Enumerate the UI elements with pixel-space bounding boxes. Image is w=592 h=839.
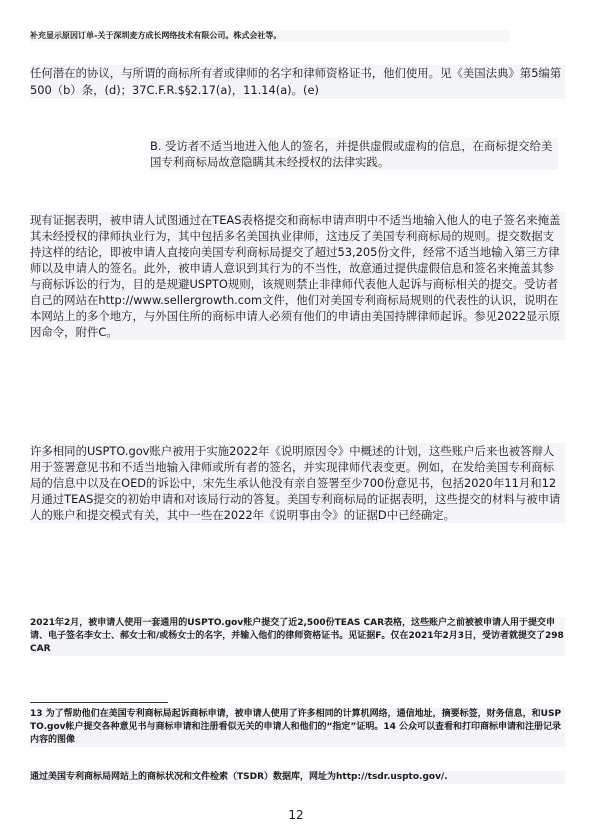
paragraph-accounts: 许多相同的USPTO.gov账户被用于实施2022年《说明原因令》中概述的计划，这些账户后来也被答辩人用于签署意见书和不适当地输入律师或所有者的签名，并实现律师代表变更。例如，在发给美国专利商标局的信息中以及在OED的诉讼中，宋先生承认他没有亲自签署至少700份意见书，包括2020年11月和12月通过TEAS提交的初始申请和对该局行动的答复。美国专利商标局的证据表明，这些提交的材料与被申请人的账户和提交模式有关，其中一些在2022年《说明事由令》的证据D中已经确定。 <box>30 443 565 523</box>
paragraph-legal-citation: 任何潜在的协议，与所谓的商标所有者或律师的名字和律师资格证书，他们使用。见《美国法典》第5编第500（b）条，(d)；37C.F.R.$§2.17(a)，11.14(a)。(e) <box>30 65 565 99</box>
paragraph-teas-car: 2021年2月，被申请人使用一套通用的USPTO.gov账户提交了近2,500份TEAS CAR表格，这些账户之前被被申请人用于提交申请、电子签名李女士、郝女士和/或杨女士的名字，并输入他们的律师资格证书。见证据F。仅在2021年2月3日，受访者就提交了298 CAR <box>30 618 564 654</box>
page-number: 12 <box>288 808 304 822</box>
section-heading-b: B. 受访者不适当地进入他人的签名，并提供虚假或虚构的信息，在商标提交给美国专利商标局故意隐瞒其未经授权的法律实践。 <box>150 138 558 170</box>
page-header: 补充显示原因订单-关于深圳麦方成长网络技术有限公司。株式会社等。 <box>30 30 510 42</box>
paragraph-evidence: 现有证据表明，被申请人试图通过在TEAS表格提交和商标申请声明中不适当地输入他人的电子签名来掩盖其未经授权的律师执业行为，其中包括多名美国执业律师，这违反了美国专利商标局的规则。提交数据支持这样的结论，即被申请人直接向美国专利商标局提交了超过53,205份文件，经常不适当地输入第三方律师以及申请人的签名。此外，被申请人意识到其行为的不当性，故意通过提供虚假信息和签名来掩盖其参与商标诉讼的行为，目的是规避USPTO规则，该规则禁止非律师代表他人起诉与商标相关的提交。受访者自己的网站在http://www.sellergrowth.com文件，他们对美国专利商标局规则的代表性的认识，说明在本网站上的多个地方，与外国住所的商标申请人必须有他们的申请由美国持牌律师起诉。参见2022显示原因命令，附件C。 <box>30 212 565 340</box>
footnote-divider <box>30 702 168 703</box>
footnote-tsdr: 通过美国专利商标局网站上的商标状况和文件检索（TSDR）数据库，网址为http://tsdr.uspto.gov/. <box>30 771 565 784</box>
footnote-13-14: 13 为了帮助他们在美国专利商标局起诉商标申请，被申请人使用了许多相同的计算机网络，通信地址，摘要标签，财务信息，和USPTO.gov帐户提交各种意见书与商标申请和注册看似无关的申请人和他们的“指定”证明。14 公众可以查看和打印商标申请和注册记录内容的图像 <box>30 708 565 747</box>
